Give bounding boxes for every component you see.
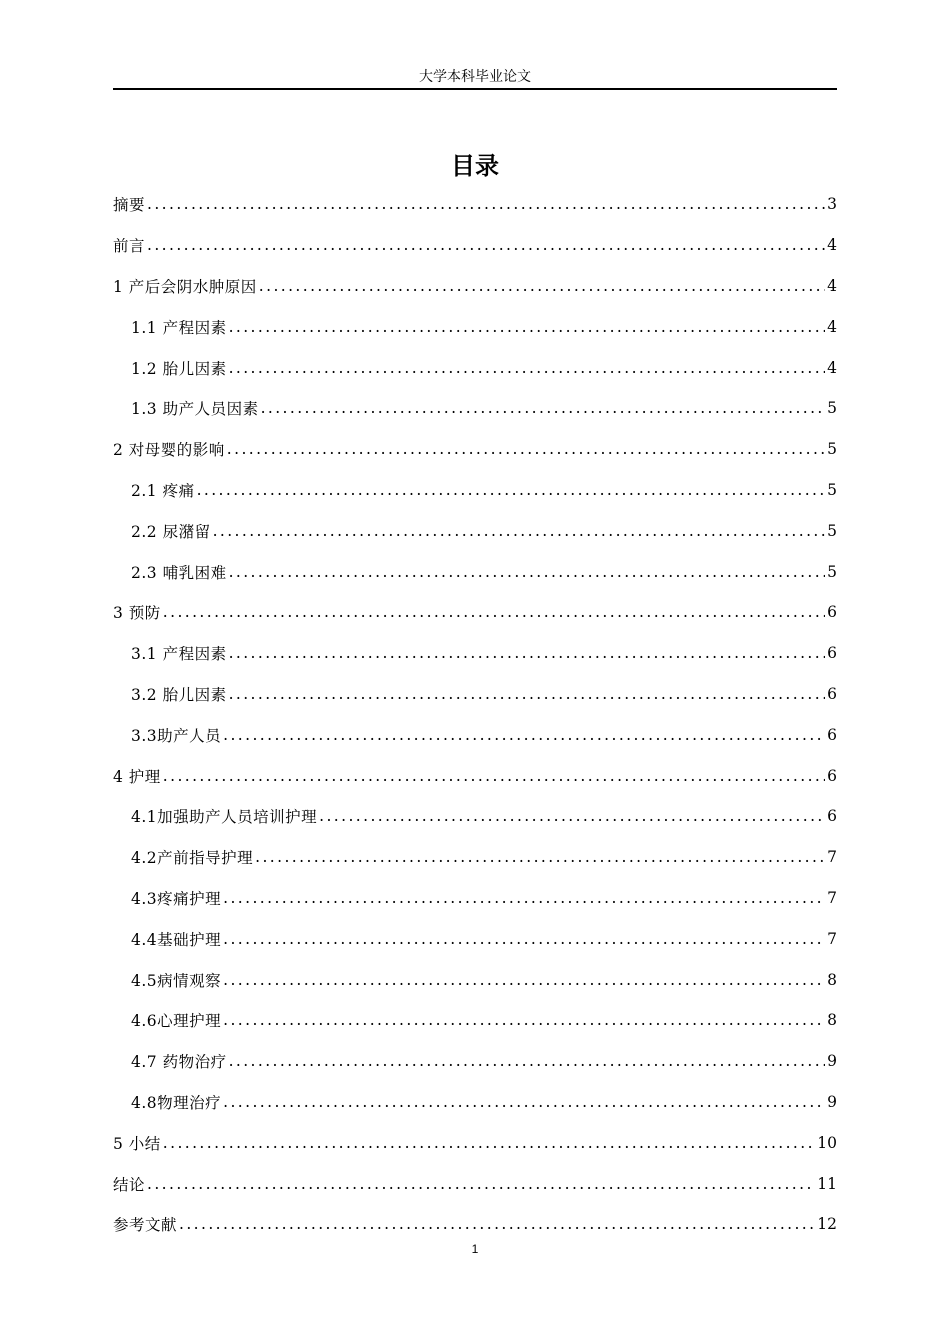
toc-dot-leader [147,195,825,213]
toc-dot-leader [223,1093,825,1111]
toc-dot-leader [229,318,826,336]
toc-entry[interactable] [113,225,837,266]
toc-dot-leader [229,685,826,703]
toc-entry-label: 4.4基础护理 [131,930,222,949]
toc-entry-label: 2.3 哺乳困难 [131,563,227,582]
toc-entry-label: 前言 [113,237,146,256]
toc-dot-leader [229,644,826,662]
toc-entry-label: 1.3 助产人员因素 [131,400,259,419]
toc-entry[interactable] [113,674,837,715]
toc-entry[interactable] [113,755,837,796]
toc-entry[interactable] [113,878,837,919]
toc-entry-page: 4 [827,276,837,295]
toc-entry-label: 4 护理 [113,767,161,786]
toc-entry-page: 6 [827,684,837,703]
toc-entry-label: 2 对母婴的影响 [113,441,225,460]
toc-entry[interactable] [113,918,837,959]
toc-entry[interactable] [113,796,837,837]
toc-dot-leader [163,603,825,621]
toc-entry[interactable] [113,1041,837,1082]
toc-dot-leader [227,440,825,458]
toc-dot-leader [179,1215,815,1233]
toc-entry-label: 1.1 产程因素 [131,318,227,337]
table-of-contents [113,184,837,1245]
toc-entry-page: 5 [827,440,837,459]
toc-entry[interactable] [113,510,837,551]
toc-entry[interactable] [113,184,837,225]
toc-entry-page: 6 [827,807,837,826]
toc-entry-label: 4.3疼痛护理 [131,889,222,908]
toc-dot-leader [163,767,825,785]
page-number: 1 [471,1242,479,1256]
toc-dot-leader [163,1134,815,1152]
toc-entry-label: 3.3助产人员 [131,726,222,745]
toc-entry[interactable] [113,1122,837,1163]
toc-entry-page: 9 [827,1092,837,1111]
toc-dot-leader [229,1052,826,1070]
toc-dot-leader [223,726,825,744]
toc-entry[interactable] [113,1000,837,1041]
toc-dot-leader [213,522,826,540]
toc-entry[interactable] [113,633,837,674]
toc-entry-page: 8 [827,970,837,989]
toc-entry-label: 结论 [113,1175,146,1194]
toc-entry-label: 5 小结 [113,1134,161,1153]
toc-entry[interactable] [113,1163,837,1204]
toc-entry-label: 4.7 药物治疗 [131,1053,227,1072]
toc-entry[interactable] [113,347,837,388]
toc-dot-leader [229,359,826,377]
toc-entry-label: 参考文献 [113,1216,178,1235]
toc-entry-page: 10 [817,1133,837,1152]
toc-entry-label: 3 预防 [113,604,161,623]
toc-entry[interactable] [113,714,837,755]
toc-entry-page: 6 [827,766,837,785]
toc-entry-page: 4 [827,317,837,336]
toc-entry-page: 7 [827,888,837,907]
toc-entry-label: 3.2 胎儿因素 [131,685,227,704]
toc-entry-label: 3.1 产程因素 [131,645,227,664]
toc-entry-page: 6 [827,644,837,663]
toc-entry-page: 8 [827,1011,837,1030]
toc-entry[interactable] [113,551,837,592]
toc-entry-label: 4.1加强助产人员培训护理 [131,808,318,827]
toc-dot-leader [147,1175,815,1193]
toc-dot-leader [255,848,825,866]
toc-entry-label: 1.2 胎儿因素 [131,359,227,378]
toc-entry[interactable] [113,388,837,429]
toc-entry-label: 4.6心理护理 [131,1012,222,1031]
running-header: 大学本科毕业论文 [419,69,531,85]
toc-entry-label: 2.2 尿潴留 [131,522,211,541]
toc-entry-page: 5 [827,521,837,540]
toc-entry-page: 12 [817,1215,837,1234]
toc-entry-page: 11 [817,1174,837,1193]
toc-entry-label: 4.8物理治疗 [131,1093,222,1112]
toc-entry[interactable] [113,959,837,1000]
toc-entry-page: 7 [827,848,837,867]
toc-entry-page: 3 [827,195,837,214]
toc-entry[interactable] [113,429,837,470]
toc-dot-leader [223,1011,825,1029]
toc-entry-page: 7 [827,929,837,948]
toc-dot-leader [319,807,825,825]
toc-dot-leader [229,563,826,581]
toc-entry-label: 2.1 疼痛 [131,481,195,500]
toc-entry-page: 5 [827,480,837,499]
toc-dot-leader [197,481,826,499]
toc-entry[interactable] [113,1082,837,1123]
toc-entry[interactable] [113,837,837,878]
toc-entry[interactable] [113,1204,837,1245]
toc-dot-leader [223,971,825,989]
toc-entry[interactable] [113,306,837,347]
toc-entry-page: 5 [827,562,837,581]
toc-entry[interactable] [113,266,837,307]
toc-dot-leader [261,399,826,417]
toc-dot-leader [259,277,825,295]
toc-entry-label: 摘要 [113,196,146,215]
toc-entry-page: 6 [827,725,837,744]
toc-entry[interactable] [113,470,837,511]
toc-entry-label: 1 产后会阴水肿原因 [113,277,257,296]
toc-dot-leader [223,889,825,907]
toc-entry-label: 4.5病情观察 [131,971,222,990]
header-rule [113,88,837,90]
toc-entry-page: 5 [827,399,837,418]
toc-dot-leader [147,236,825,254]
toc-title: 目录 [451,152,499,180]
toc-entry-label: 4.2产前指导护理 [131,849,254,868]
toc-entry-page: 9 [827,1052,837,1071]
toc-entry-page: 6 [827,603,837,622]
toc-entry[interactable] [113,592,837,633]
toc-entry-page: 4 [827,236,837,255]
toc-dot-leader [223,930,825,948]
toc-entry-page: 4 [827,358,837,377]
